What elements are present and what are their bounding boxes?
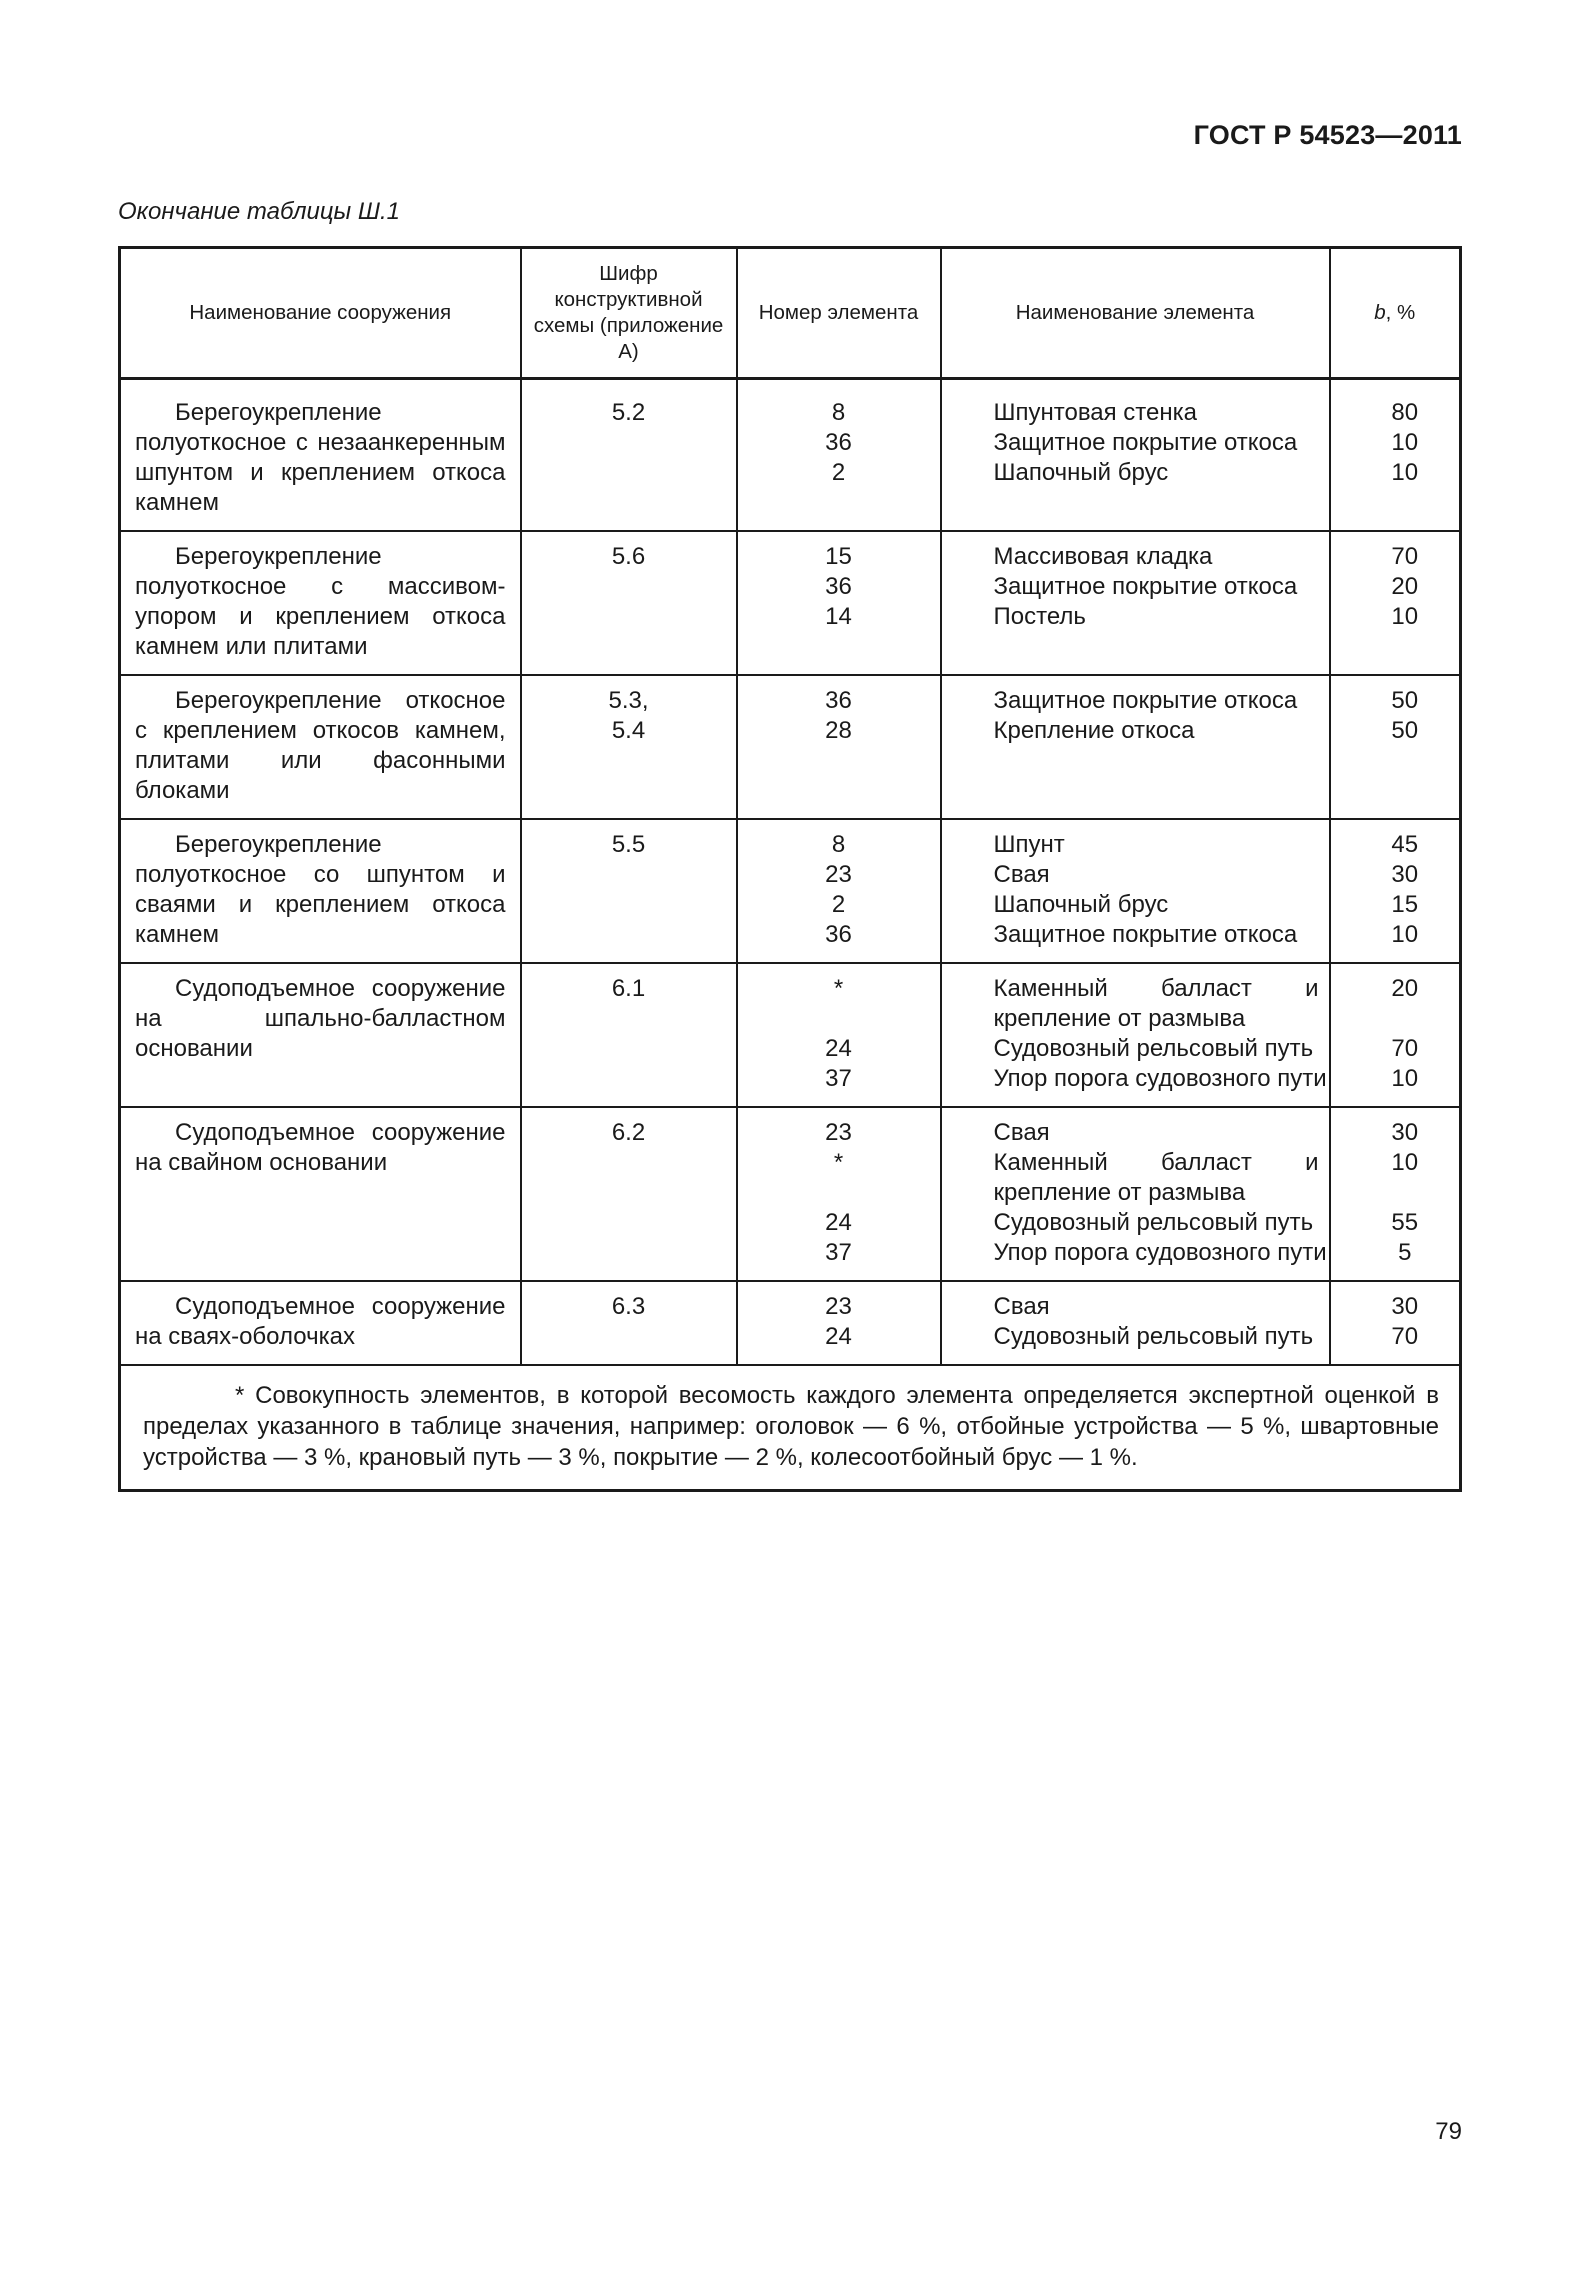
footnote-text: * Совокупность элементов, в которой весомость каждого элемента определяется экспертной оценкой в пределах указанного в таблице значения, например: оголовок — 6 %, отбойные устройства — 5 %, швартовные устройства — 3 %, крановый путь — 3 %, покрытие — 2 %, колесоотбойный брус — 1 %. (143, 1382, 1439, 1471)
element-numbers (737, 819, 941, 963)
element-name: Судовозный рельсовый путь (993, 1323, 1314, 1350)
element-b-values (1330, 819, 1461, 963)
element-b-value: 30 (1391, 861, 1419, 888)
element-name: Судовозный рельсовый путь (993, 1209, 1314, 1236)
element-name: Упор порога судовозного пути (993, 1065, 1327, 1092)
element-name: Шапочный брус (993, 459, 1169, 486)
element-numbers (737, 963, 941, 1107)
element-names (941, 1107, 1330, 1281)
element-number: 37 (825, 1239, 852, 1266)
element-name: Защитное покрытие откоса (993, 687, 1298, 714)
element-name: Каменный балласт и крепление от размыва (993, 975, 1319, 1032)
header-element-name: Наименование элемента (941, 248, 1330, 379)
element-b-value: 70 (1391, 1323, 1419, 1350)
scheme-code (521, 1281, 737, 1365)
data-table (118, 246, 1462, 1492)
element-b-values (1330, 963, 1461, 1107)
element-b-value: 30 (1391, 1119, 1419, 1146)
element-number: 36 (825, 687, 852, 714)
scheme-code (521, 388, 737, 531)
element-b-value: 5 (1398, 1239, 1412, 1266)
scheme-code (521, 963, 737, 1107)
element-b-value: 20 (1391, 975, 1419, 1002)
element-name: Массивовая кладка (993, 543, 1213, 570)
element-b-value: 10 (1391, 1149, 1419, 1176)
element-b-value: 50 (1391, 687, 1419, 714)
element-number: 8 (831, 399, 846, 426)
structure-name (120, 531, 521, 675)
scheme-code (521, 1107, 737, 1281)
element-b-value: 45 (1391, 831, 1419, 858)
element-numbers (737, 1281, 941, 1365)
structure-name-text: Берегоукрепление полуоткосное с массивом-упором и креплением откоса камнем или плитами (135, 543, 506, 660)
element-b-values (1330, 1107, 1461, 1281)
element-b-value: 30 (1391, 1293, 1419, 1320)
element-b-value: 10 (1391, 1065, 1419, 1092)
element-b-value: 70 (1391, 543, 1419, 570)
element-name: Крепление откоса (993, 717, 1195, 744)
element-name: Шпунт (993, 831, 1065, 858)
scheme-code-text: 5.3, 5.4 (608, 687, 649, 744)
table-footnote-row (120, 1365, 1461, 1491)
structure-name-text: Берегоукрепление полуоткосное с незаанкеренным шпунтом и креплением откоса камнем (135, 399, 506, 516)
element-names (941, 675, 1330, 819)
element-b-values (1330, 675, 1461, 819)
header-element-number: Номер элемента (737, 248, 941, 379)
element-b-values (1330, 531, 1461, 675)
structure-name-text: Берегоукрепление полуоткосное со шпунтом и сваями и креплением откоса камнем (135, 831, 506, 948)
table-row (120, 675, 1461, 819)
header-structure-name: Наименование сооружения (120, 248, 521, 379)
element-number: 37 (825, 1065, 852, 1092)
element-name: Постель (993, 603, 1086, 630)
element-b-value: 50 (1391, 717, 1419, 744)
element-number: 23 (825, 1293, 852, 1320)
element-b-value: 80 (1391, 399, 1419, 426)
element-b-value: 20 (1391, 573, 1419, 600)
element-name: Шапочный брус (993, 891, 1169, 918)
element-numbers (737, 675, 941, 819)
element-number: 8 (831, 831, 846, 858)
element-numbers (737, 1107, 941, 1281)
element-name: Шпунтовая стенка (993, 399, 1198, 426)
structure-name-text: Судоподъемное сооружение на свайном основании (135, 1119, 506, 1176)
element-number: * (833, 975, 844, 1002)
element-name: Свая (993, 1293, 1050, 1320)
element-numbers (737, 531, 941, 675)
scheme-code-text: 5.6 (611, 543, 646, 570)
scheme-code-text: 5.2 (611, 399, 646, 426)
structure-name-text: Судоподъемное сооружение на шпально-балластном основании (135, 975, 506, 1062)
element-number: 24 (825, 1323, 852, 1350)
structure-name (120, 819, 521, 963)
page-number: 79 (1435, 2118, 1462, 2145)
element-b-values (1330, 388, 1461, 531)
table-footnote (120, 1365, 1461, 1491)
element-b-value: 10 (1391, 603, 1419, 630)
scheme-code-text: 5.5 (611, 831, 646, 858)
element-b-value: 55 (1391, 1209, 1419, 1236)
element-b-values (1330, 1281, 1461, 1365)
structure-name (120, 388, 521, 531)
scheme-code (521, 531, 737, 675)
scheme-code-text: 6.3 (611, 1293, 646, 1320)
element-b-value: 15 (1391, 891, 1419, 918)
scheme-code (521, 819, 737, 963)
element-name: Каменный балласт и крепление от размыва (993, 1149, 1319, 1206)
element-names (941, 819, 1330, 963)
table-row (120, 388, 1461, 531)
element-number: 28 (825, 717, 852, 744)
element-number: 23 (825, 861, 852, 888)
table-body (120, 388, 1461, 1365)
structure-name (120, 963, 521, 1107)
element-name: Свая (993, 861, 1050, 888)
element-numbers (737, 388, 941, 531)
structure-name (120, 675, 521, 819)
table-row (120, 819, 1461, 963)
element-b-value: 70 (1391, 1035, 1419, 1062)
table-row (120, 1281, 1461, 1365)
element-number: 23 (825, 1119, 852, 1146)
structure-name (120, 1107, 521, 1281)
header-scheme-code: Шифр конструктивной схемы (приложение А) (521, 248, 737, 379)
table-row (120, 963, 1461, 1107)
element-name: Судовозный рельсовый путь (993, 1035, 1314, 1062)
element-b-value: 10 (1391, 459, 1419, 486)
element-names (941, 388, 1330, 531)
element-names (941, 1281, 1330, 1365)
element-number: 36 (825, 573, 852, 600)
element-b-value: 10 (1391, 429, 1419, 456)
element-number: 2 (831, 459, 846, 486)
header-b-percent (1330, 248, 1461, 379)
structure-name-text: Судоподъемное сооружение на сваях-оболочках (135, 1293, 506, 1350)
element-number: 2 (831, 891, 846, 918)
element-name: Упор порога судовозного пути (993, 1239, 1327, 1266)
table-header (120, 248, 1461, 389)
element-name: Свая (993, 1119, 1050, 1146)
table-row (120, 531, 1461, 675)
element-number: 24 (825, 1209, 852, 1236)
element-name: Защитное покрытие откоса (993, 429, 1298, 456)
element-number: * (833, 1149, 844, 1176)
structure-name-text: Берегоукрепление откосное с креплением откосов камнем, плитами или фасонными блоками (135, 687, 506, 804)
header-b-unit: , % (1385, 301, 1416, 324)
scheme-code-text: 6.1 (611, 975, 646, 1002)
scheme-code-text: 6.2 (611, 1119, 646, 1146)
table-row (120, 1107, 1461, 1281)
element-number: 36 (825, 429, 852, 456)
element-number: 36 (825, 921, 852, 948)
document-code: ГОСТ Р 54523—2011 (1193, 120, 1462, 150)
scheme-code (521, 675, 737, 819)
table-caption: Окончание таблицы Ш.1 (118, 198, 400, 225)
element-names (941, 963, 1330, 1107)
structure-name (120, 1281, 521, 1365)
element-number: 14 (825, 603, 852, 630)
element-number: 24 (825, 1035, 852, 1062)
element-name: Защитное покрытие откоса (993, 921, 1298, 948)
element-names (941, 531, 1330, 675)
element-number: 15 (825, 543, 852, 570)
element-b-value: 10 (1391, 921, 1419, 948)
element-name: Защитное покрытие откоса (993, 573, 1298, 600)
header-b-letter: b (1374, 301, 1386, 324)
